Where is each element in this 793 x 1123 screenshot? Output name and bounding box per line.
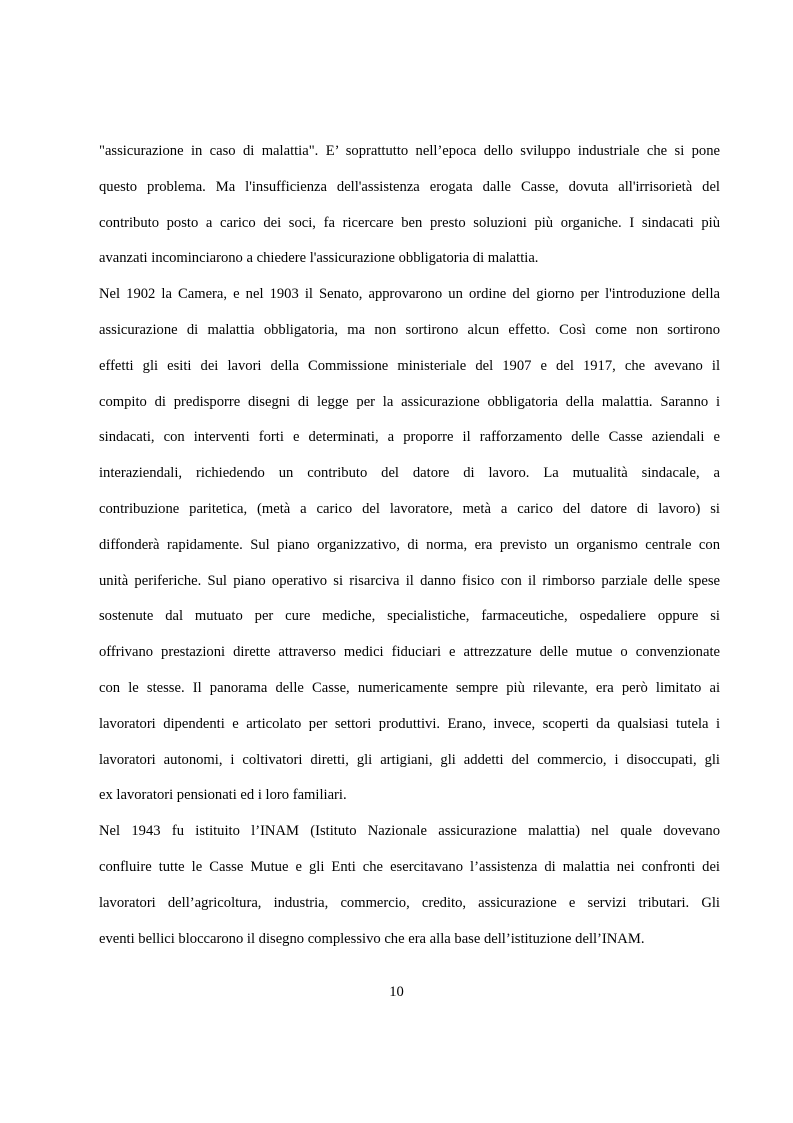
text-line: assicurazione di malattia obbligatoria, ma non sortirono alcun effetto. Così come non sortirono bbox=[99, 321, 720, 338]
text-line: offrivano prestazioni dirette attraverso medici fiduciari e attrezzature delle mutue o convenzionate bbox=[99, 644, 720, 661]
text-line: effetti gli esiti dei lavori della Commissione ministeriale del 1907 e del 1917, che avevano il bbox=[99, 357, 720, 374]
text-line: con le stesse. Il panorama delle Casse, numericamente sempre più rilevante, era però limitato ai bbox=[99, 679, 720, 696]
page-number: 10 bbox=[389, 984, 404, 1000]
text-line: lavoratori dipendenti e articolato per settori produttivi. Erano, invece, scoperti da qualsiasi tutela i bbox=[99, 715, 720, 732]
paragraph bbox=[99, 814, 720, 957]
text-line: Nel 1943 fu istituito l’INAM (Istituto Nazionale assicurazione malattia) nel quale dovevano bbox=[99, 823, 720, 840]
text-line: lavoratori autonomi, i coltivatori diretti, gli artigiani, gli addetti del commercio, i disoccupati, gli bbox=[99, 751, 720, 768]
text-line: unità periferiche. Sul piano operativo si risarciva il danno fisico con il rimborso parziale delle spese bbox=[99, 572, 720, 589]
paragraph bbox=[99, 277, 720, 814]
text-line: contributo posto a carico dei soci, fa ricercare ben presto soluzioni più organiche. I sindacati più bbox=[99, 214, 720, 231]
text-line: ex lavoratori pensionati ed i loro familiari. bbox=[99, 787, 347, 804]
text-line: diffonderà rapidamente. Sul piano organizzativo, di norma, era previsto un organismo centrale con bbox=[99, 536, 720, 553]
body-text bbox=[99, 134, 720, 957]
text-line: compito di predisporre disegni di legge per la assicurazione obbligatoria della malattia. Saranno i bbox=[99, 393, 720, 410]
text-line: sindacati, con interventi forti e determinati, a proporre il rafforzamento delle Casse aziendali e bbox=[99, 429, 720, 446]
text-line: sostenute dal mutuato per cure mediche, specialistiche, farmaceutiche, ospedaliere oppure si bbox=[99, 608, 720, 625]
text-line: interaziendali, richiedendo un contributo del datore di lavoro. La mutualità sindacale, a bbox=[99, 465, 720, 482]
text-line: contribuzione paritetica, (metà a carico del lavoratore, metà a carico del datore di lavoro) si bbox=[99, 500, 720, 517]
text-line: eventi bellici bloccarono il disegno complessivo che era alla base dell’istituzione dell’INAM. bbox=[99, 930, 645, 947]
text-line: avanzati incominciarono a chiedere l'assicurazione obbligatoria di malattia. bbox=[99, 250, 539, 267]
text-line: Nel 1902 la Camera, e nel 1903 il Senato, approvarono un ordine del giorno per l'introduzione della bbox=[99, 286, 720, 303]
text-line: questo problema. Ma l'insufficienza dell'assistenza erogata dalle Casse, dovuta all'irrisorietà del bbox=[99, 178, 720, 195]
paragraph bbox=[99, 134, 720, 277]
text-line: lavoratori dell’agricoltura, industria, commercio, credito, assicurazione e servizi tributari. Gli bbox=[99, 894, 720, 911]
text-line: "assicurazione in caso di malattia". E’ soprattutto nell’epoca dello sviluppo industriale che si pone bbox=[99, 143, 720, 159]
text-line: confluire tutte le Casse Mutue e gli Enti che esercitavano l’assistenza di malattia nei confronti dei bbox=[99, 858, 720, 875]
